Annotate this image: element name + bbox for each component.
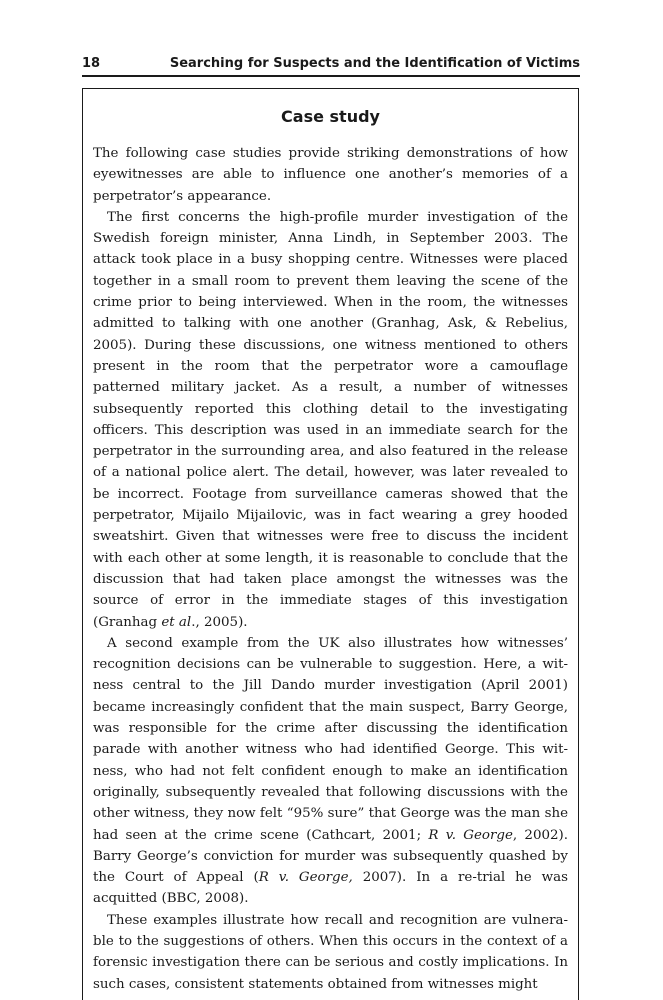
paragraph-intro-text: The following case studies provide striking demonstrations of how eyewitnesses are able to influence one another’s memories of a perpetrator’s appearance. bbox=[93, 146, 568, 204]
running-title: Searching for Suspects and the Identification of Victims bbox=[169, 56, 580, 71]
case-study-body bbox=[93, 143, 568, 995]
citation-r-v-george-2002: R v. George bbox=[428, 827, 513, 843]
running-head bbox=[82, 52, 580, 76]
paragraph-dando-text-a: A second example from the UK also illustrates how witnesses’ recognition decisions can be vulnerable to suggestion. Here, a witness central to the Jill Dando murder investigation (April 2001) became increasingly confident that the main suspect, Barry George, was responsible for the crime after discussing the identification parade with another witness who had identified George. This witness, who had not felt confident enough to make an identification originally, subsequently revealed that following discussions with the other witness, they now felt “95% sure” that George was the man she had seen at the crime scene (Cathcart, 2001; bbox=[93, 635, 568, 843]
paragraph-dando-text-c: 2007). In a re-trial he was acquitted (BBC, 2008). bbox=[93, 870, 568, 907]
paragraph-lindh-end: ., 2005). bbox=[191, 614, 248, 630]
paragraph-conclusion-text: These examples illustrate how recall and recognition are vulnerable to the suggestions of others. When this occurs in the context of a forensic investigation there can be serious and costly implications. In such cases, consistent statements obtained from witnesses might bbox=[93, 912, 568, 992]
paragraph-intro bbox=[93, 143, 568, 207]
header-rule bbox=[82, 75, 580, 77]
case-study-title: Case study bbox=[281, 107, 380, 126]
paragraph-dando-case bbox=[93, 633, 568, 910]
paragraph-lindh-case bbox=[93, 207, 568, 633]
citation-et-al: et al bbox=[161, 614, 192, 630]
paragraph-conclusion bbox=[93, 910, 568, 995]
paragraph-dando-text-b: , 2002). Barry George’s conviction for murder was subsequently quashed by the Court of Appeal ( bbox=[93, 827, 568, 886]
case-study-box bbox=[82, 88, 579, 1000]
paragraph-lindh-text: The first concerns the high-profile murder investigation of the Swedish foreign minister, Anna Lindh, in September 2003. The attack took place in a busy shopping centre. Witnesses were placed together in a small room to prevent them leaving the scene of the crime prior to being interviewed. When in the room, the witnesses admitted to talking with one another (Granhag, Ask, & Rebelius, 2005). During these discussions, one witness mentioned to others present in the room that the perpetrator wore a camouflage patterned military jacket. As a result, a number of witnesses subsequently reported this clothing detail to the investigating officers. This description was used in an immediate search for the perpetrator in the surrounding area, and also featured in the release of a national police alert. The detail, however, was later revealed to be incorrect. Footage from surveillance cameras showed that the perpetrator, Mijailo Mijailovic, was in fact wearing a grey hooded sweatshirt. Given that witnesses were free to discuss the incident with each other at some length, it is reasonable to conclude that the discussion that had taken place amongst the witnesses was the source of error in the immediate stages of this investigation (Granhag bbox=[93, 209, 568, 630]
citation-r-v-george-2007: R v. George, bbox=[258, 870, 353, 886]
page-number: 18 bbox=[82, 56, 101, 71]
